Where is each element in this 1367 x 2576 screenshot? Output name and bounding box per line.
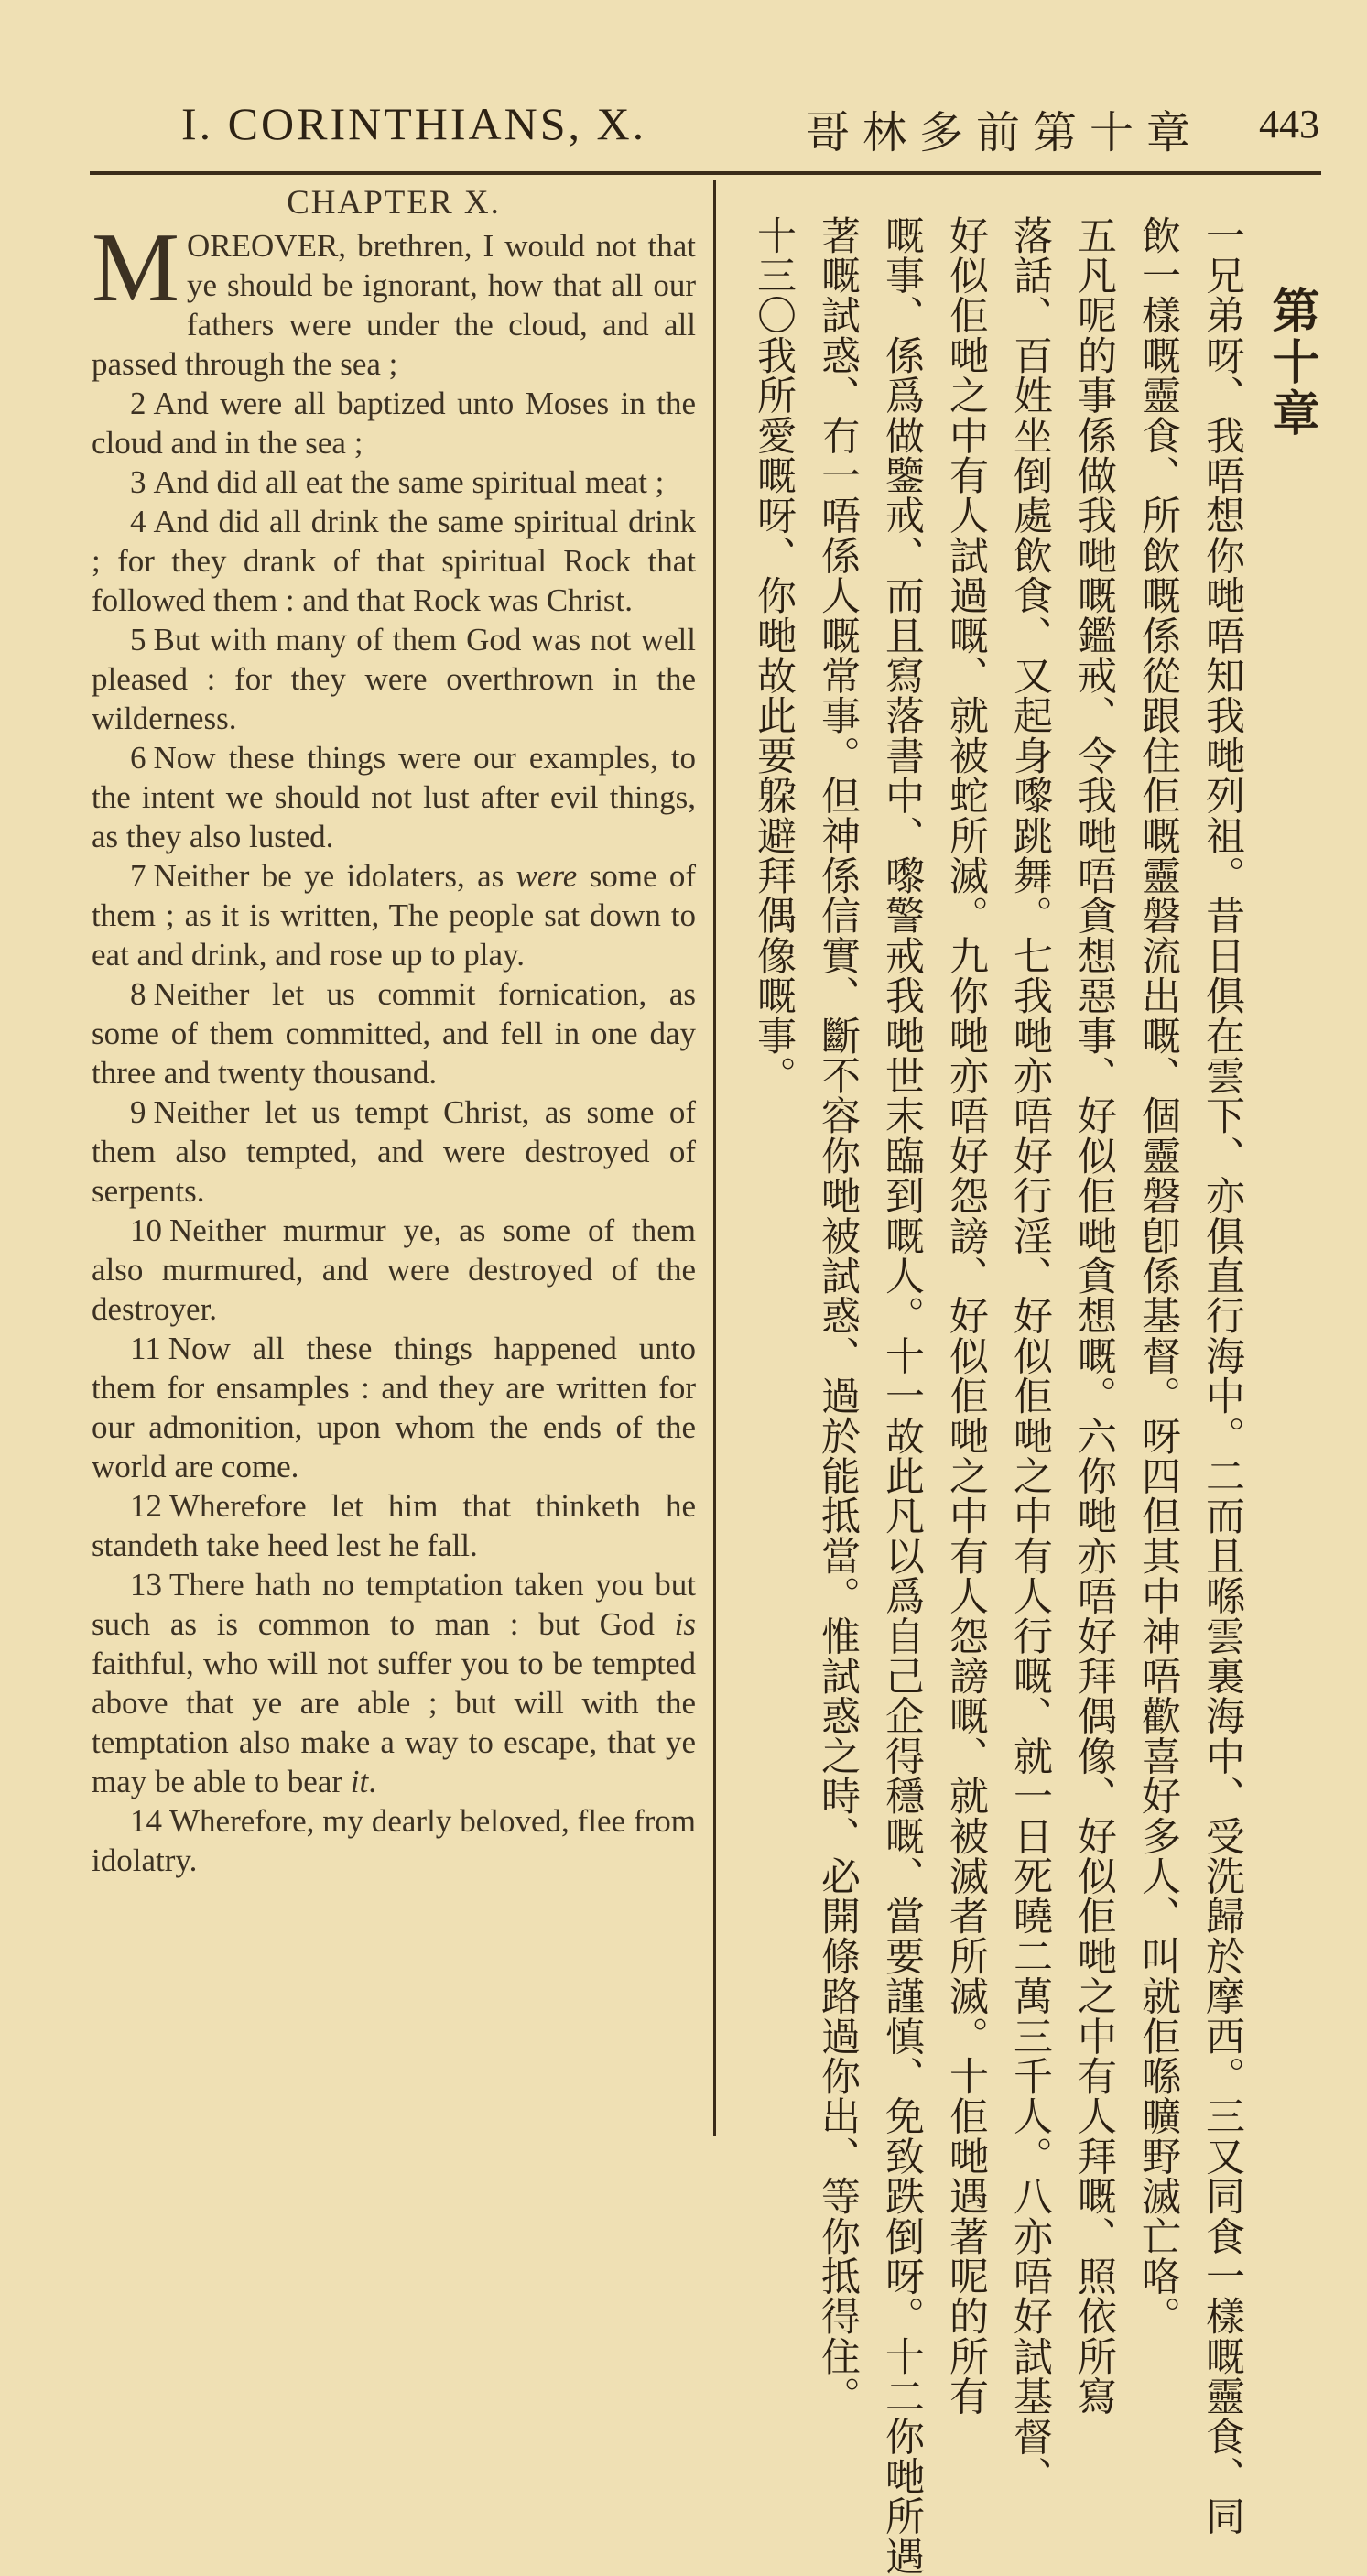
- column-divider: [713, 180, 716, 2136]
- verse-text: Neither let us commit fornication, as some of them committed, and fell in one day three and twenty thousand.: [92, 976, 696, 1091]
- drop-cap: M: [92, 213, 180, 322]
- verse-12: [92, 1486, 696, 1565]
- verse-number: 5: [130, 622, 146, 658]
- verse-text: Now these things were our examples, to the intent we should not lust after evil things, as they also lusted.: [92, 740, 696, 854]
- verse-number: 7: [130, 858, 146, 894]
- verse-number: 6: [130, 740, 146, 776]
- verse-italic: were: [515, 858, 578, 894]
- page-number: 443: [1259, 102, 1319, 147]
- verse-number: 10: [130, 1212, 162, 1248]
- chinese-column-3: 五凡呢的事係做我哋嘅鑑戒、令我哋唔貪想惡事、好似佢哋貪想嘅。六你哋亦唔好拜偶像、好似佢哋之中有人拜嘅、照依所寫: [1071, 215, 1117, 2417]
- verse-text: Wherefore, my dearly beloved, flee from idolatry.: [92, 1803, 696, 1878]
- header-rule: [90, 171, 1321, 175]
- chinese-column-8: 十三〇我所愛嘅呀、你哋故此要躱避拜偶像嘅事。: [751, 215, 797, 1096]
- verse-number: 2: [130, 386, 146, 421]
- chinese-column-5: 好似佢哋之中有人試過嘅、就被蛇所滅。九你哋亦唔好怨謗、好似佢哋之中有人怨謗嘅、就被滅者所滅。十佢哋遇著呢的所有: [943, 215, 989, 2417]
- verse-11: [92, 1329, 696, 1486]
- chapter-heading-chinese: 第十章: [1264, 286, 1318, 440]
- verse-number: 12: [130, 1488, 162, 1524]
- verse-13: [92, 1565, 696, 1801]
- chinese-column-7: 著嘅試惑、冇一唔係人嘅常事。但神係信實、斷不容你哋被試惑、過於能抵當。惟試惑之時、必開條路過你出、等你抵得住。: [815, 215, 861, 2417]
- verse-14: [92, 1801, 696, 1880]
- verse-5: [92, 620, 696, 738]
- verse-6: [92, 738, 696, 856]
- verse-text: Neither be ye idolaters, as: [153, 858, 504, 894]
- chapter-heading-english: CHAPTER X.: [287, 184, 501, 222]
- verse-9: [92, 1092, 696, 1211]
- verse-text: And did all drink the same spiritual drink ; for they drank of that spiritual Rock that followed them : and that Rock was Christ.: [92, 504, 696, 618]
- verse-number: 4: [130, 504, 146, 539]
- verse-4: [92, 502, 696, 620]
- verse-text: .: [368, 1764, 376, 1799]
- chinese-column-2: 飲一樣嘅靈食、所飲嘅係從跟住佢嘅靈磐流出嘅、個靈磐卽係基督。呀四但其中神唔歡喜好多人、叫就佢喺曠野滅亡咯。: [1135, 215, 1181, 2337]
- verse-text: And did all eat the same spiritual meat ;: [153, 464, 665, 500]
- chinese-column-6: 嘅事、係爲做鑒戒、而且寫落書中、嚟警戒我哋世末臨到嘅人。十一故此凡以爲自己企得穩嘅、當要謹慎、免致跌倒呀。十二你哋所遇: [879, 215, 925, 2576]
- verse-italic: it: [350, 1764, 369, 1799]
- verse-10: [92, 1211, 696, 1329]
- verse-text: faithful, who will not suffer you to be tempted above that ye are able ; but will with the temptation also make a way to escape, that ye may be able to bear: [92, 1646, 696, 1799]
- chinese-column-1: 一兄弟呀、我唔想你哋唔知我哋列祖。昔日俱在雲下、亦俱直行海中。二而且喺雲裏海中、受洗歸於摩西。三又同食一樣嘅靈食、同: [1199, 215, 1245, 2537]
- verse-number: 3: [130, 464, 146, 500]
- verse-text: There hath no temptation taken you but such as is common to man : but God: [92, 1567, 696, 1642]
- verse-text: And were all baptized unto Moses in the cloud and in the sea ;: [92, 386, 696, 461]
- running-title-english: I. CORINTHIANS, X.: [181, 98, 647, 149]
- verse-number: 13: [130, 1567, 162, 1603]
- verse-number: 8: [130, 976, 146, 1012]
- verse-2: [92, 384, 696, 462]
- verse-text: But with many of them God was not well pleased : for they were overthrown in the wilderness.: [92, 622, 696, 736]
- verse-number: 9: [130, 1094, 146, 1130]
- verse-number: 14: [130, 1803, 162, 1839]
- verse-text: Neither let us tempt Christ, as some of them also tempted, and were destroyed of serpents.: [92, 1094, 696, 1209]
- verse-8: [92, 974, 696, 1092]
- verse-1: [92, 213, 696, 384]
- running-title-chinese: 哥林多前第十章: [806, 107, 1204, 158]
- verse-text: OREOVER, brethren, I would not that ye should be ignorant, how that all our fathers were under the cloud, and all passed through the sea ;: [92, 228, 696, 382]
- chinese-column-4: 落話、百姓坐倒處飲食、又起身嚟跳舞。七我哋亦唔好行淫、好似佢哋之中有人行嘅、就一日死曉二萬三千人。八亦唔好試基督、: [1007, 215, 1053, 2496]
- verse-italic: is: [674, 1606, 696, 1642]
- verse-number: 11: [130, 1331, 161, 1366]
- verse-text: some of them ; as it is written, The people sat down to eat and drink, and rose up to play.: [92, 858, 696, 973]
- verse-text: Now all these things happened unto them for ensamples : and they are written for our admonition, upon whom the ends of the world are come.: [92, 1331, 696, 1484]
- english-text-column: [92, 183, 696, 1880]
- verse-7: [92, 856, 696, 974]
- verse-text: Neither murmur ye, as some of them also murmured, and were destroyed of the destroyer.: [92, 1212, 696, 1327]
- verse-3: [92, 462, 696, 502]
- verse-text: Wherefore let him that thinketh he standeth take heed lest he fall.: [92, 1488, 696, 1563]
